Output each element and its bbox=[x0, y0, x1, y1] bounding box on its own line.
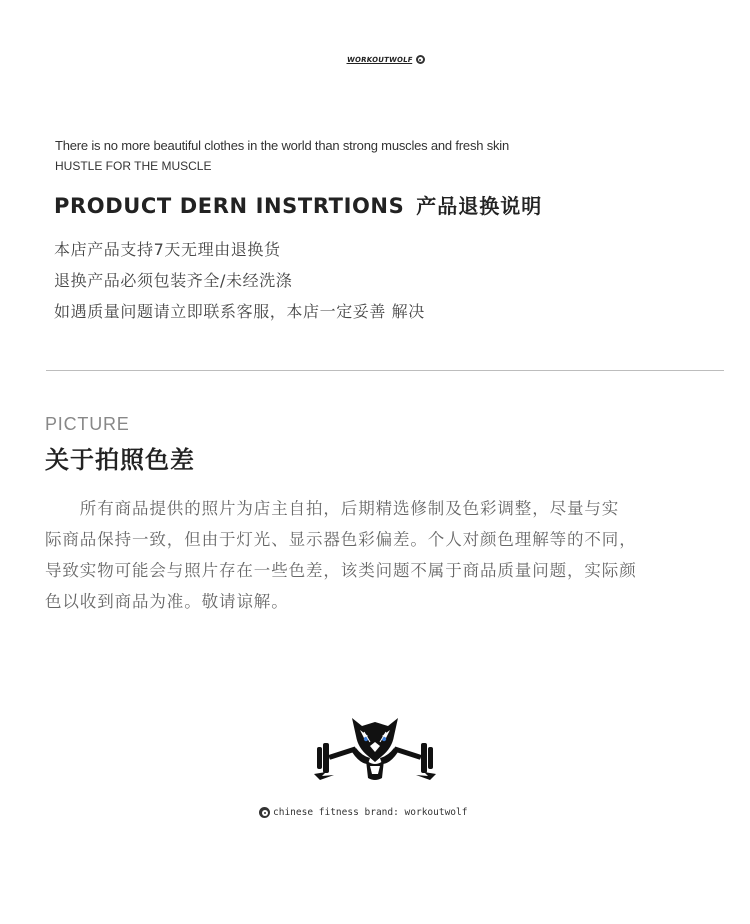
wolf-dumbbell-logo-icon bbox=[312, 712, 438, 784]
footer-brand-text: chinese fitness brand: workoutwolf bbox=[273, 807, 468, 818]
brand-logo-top bbox=[347, 55, 425, 64]
intro-quote: There is no more beautiful clothes in the world than strong muscles and fresh skin bbox=[55, 138, 510, 153]
return-policy-title-cn: 产品退换说明 bbox=[416, 194, 543, 218]
color-difference-notice bbox=[45, 493, 637, 617]
picture-section-label: PICTURE bbox=[45, 414, 130, 434]
notice-line: 际商品保持一致，但由于灯光、显示器色彩偏差。个人对颜色理解等的不同， bbox=[45, 530, 637, 549]
return-policy-heading bbox=[54, 190, 542, 219]
policy-line: 退换产品必须包装齐全/未经洗涤 bbox=[54, 271, 293, 290]
brand-wordmark: WORKOUTWOLF bbox=[346, 55, 414, 64]
picture-section-title: 关于拍照色差 bbox=[45, 446, 195, 474]
intro-slogan: HUSTLE FOR THE MUSCLE bbox=[55, 159, 212, 173]
notice-line: 导致实物可能会与照片存在一些色差，该类问题不属于商品质量问题，实际颜 bbox=[45, 561, 637, 580]
notice-line: 所有商品提供的照片为店主自拍，后期精选修制及色彩调整，尽量与实 bbox=[45, 499, 620, 518]
brand-emblem-icon bbox=[259, 807, 270, 818]
footer-brand bbox=[259, 807, 467, 818]
notice-line: 色以收到商品为准。敬请谅解。 bbox=[45, 592, 289, 611]
return-policy-title-en: PRODUCT DERN INSTRTIONS bbox=[54, 194, 405, 218]
brand-emblem-icon bbox=[416, 55, 425, 64]
section-divider bbox=[46, 370, 724, 371]
return-policy-list bbox=[54, 234, 425, 327]
policy-line: 如遇质量问题请立即联系客服，本店一定妥善 解决 bbox=[54, 302, 425, 321]
policy-line: 本店产品支持7天无理由退换货 bbox=[54, 240, 281, 259]
